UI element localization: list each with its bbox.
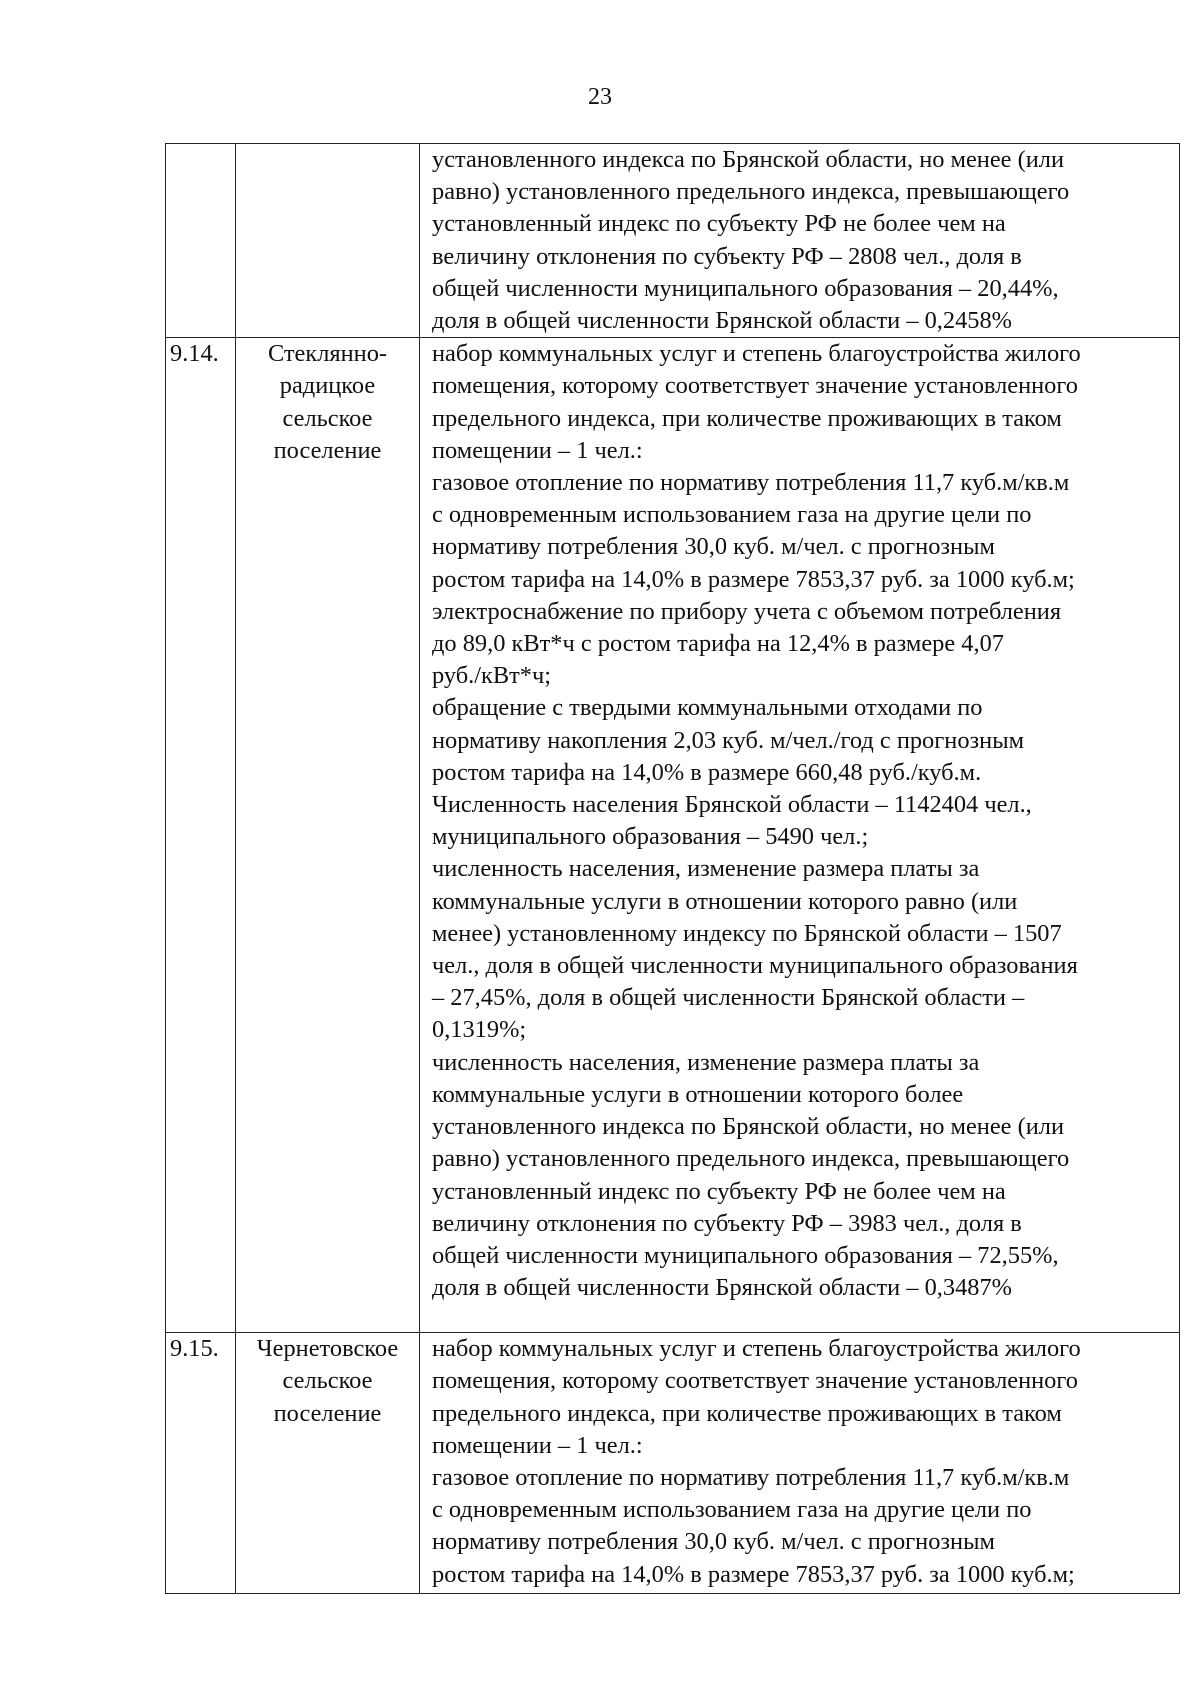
text-line: газовое отопление по нормативу потребления 11,7 куб.м/кв.м	[432, 1464, 1070, 1492]
name-line: Чернетовское	[256, 1335, 399, 1363]
text-line: помещении – 1 чел.:	[432, 436, 643, 464]
name-line: сельское	[282, 404, 373, 432]
text-line: установленный индекс по субъекту РФ не более чем на	[432, 210, 1006, 238]
text-line: равно) установленного предельного индекса, превышающего	[432, 1145, 1070, 1173]
text-line: общей численности муниципального образования – 72,55%,	[432, 1241, 1059, 1269]
text-line: помещения, которому соответствует значение установленного	[432, 372, 1078, 400]
tariff-table	[165, 143, 1180, 1594]
text-line: коммунальные услуги в отношении которого равно (или	[432, 887, 1018, 915]
text-line: величину отклонения по субъекту РФ – 3983 чел., доля в	[432, 1209, 1022, 1237]
text-line: менее) установленному индексу по Брянской области – 1507	[432, 919, 1062, 947]
name-line: поселение	[273, 1399, 382, 1427]
row-number-cell	[166, 144, 236, 338]
text-line: электроснабжение по прибору учета с объемом потребления	[432, 597, 1062, 625]
description-cell	[420, 1333, 1180, 1594]
text-line: 0,1319%;	[432, 1016, 527, 1044]
text-line: газовое отопление по нормативу потребления 11,7 куб.м/кв.м	[432, 469, 1070, 497]
text-line: помещении – 1 чел.:	[432, 1431, 643, 1459]
text-line: численность населения, изменение размера платы за	[432, 855, 980, 883]
description-cell	[420, 144, 1180, 338]
text-line: до 89,0 кВт*ч с ростом тарифа на 12,4% в размере 4,07	[432, 630, 1004, 658]
municipality-name-cell	[236, 338, 420, 1333]
text-line: предельного индекса, при количестве проживающих в таком	[432, 1399, 1062, 1427]
text-line: ростом тарифа на 14,0% в размере 660,48 руб./куб.м.	[432, 758, 982, 786]
text-line: набор коммунальных услуг и степень благоустройства жилого	[432, 340, 1081, 368]
text-line: равно) установленного предельного индекса, превышающего	[432, 178, 1070, 206]
text-line: нормативу потребления 30,0 куб. м/чел. с прогнозным	[432, 533, 995, 561]
municipality-name-cell	[236, 144, 420, 338]
text-line: общей численности муниципального образования – 20,44%,	[432, 274, 1059, 302]
row-number-cell: 9.15.	[166, 1333, 236, 1594]
text-line: установленного индекса по Брянской области, но менее (или	[432, 1113, 1064, 1141]
table-row-9-14	[166, 338, 1180, 1333]
name-line: сельское	[282, 1367, 373, 1395]
text-line: руб./кВт*ч;	[432, 662, 552, 690]
text-line: с одновременным использованием газа на другие цели по	[432, 501, 1032, 529]
name-line: поселение	[273, 436, 382, 464]
text-line: установленный индекс по субъекту РФ не более чем на	[432, 1177, 1006, 1205]
row-number-cell: 9.14.	[166, 338, 236, 1333]
text-line: с одновременным использованием газа на другие цели по	[432, 1496, 1032, 1524]
text-line: помещения, которому соответствует значение установленного	[432, 1367, 1078, 1395]
name-line: радицкое	[279, 372, 376, 400]
text-line: предельного индекса, при количестве проживающих в таком	[432, 404, 1062, 432]
text-line: набор коммунальных услуг и степень благоустройства жилого	[432, 1335, 1081, 1363]
text-line: ростом тарифа на 14,0% в размере 7853,37 руб. за 1000 куб.м;	[432, 1560, 1075, 1588]
table-row-9-15	[166, 1333, 1180, 1594]
text-line: – 27,45%, доля в общей численности Брянской области –	[432, 984, 1025, 1012]
text-line: установленного индекса по Брянской области, но менее (или	[432, 146, 1064, 173]
text-line: нормативу накопления 2,03 куб. м/чел./год с прогнозным	[432, 726, 1025, 754]
text-line: Численность населения Брянской области – 1142404 чел.,	[432, 791, 1032, 819]
text-line: муниципального образования – 5490 чел.;	[432, 823, 869, 851]
page-number: 23	[588, 84, 612, 110]
text-line: ростом тарифа на 14,0% в размере 7853,37 руб. за 1000 куб.м;	[432, 565, 1075, 593]
text-line: доля в общей численности Брянской области – 0,3487%	[432, 1274, 1013, 1302]
text-line: численность населения, изменение размера платы за	[432, 1048, 980, 1076]
text-line: обращение с твердыми коммунальными отходами по	[432, 694, 983, 722]
table-row-continuation	[166, 144, 1180, 338]
text-line: чел., доля в общей численности муниципального образования	[432, 952, 1078, 980]
text-line: величину отклонения по субъекту РФ – 2808 чел., доля в	[432, 242, 1022, 270]
municipality-name-cell	[236, 1333, 420, 1594]
text-line: коммунальные услуги в отношении которого более	[432, 1080, 964, 1108]
text-line: нормативу потребления 30,0 куб. м/чел. с прогнозным	[432, 1528, 995, 1556]
text-line: доля в общей численности Брянской области – 0,2458%	[432, 307, 1013, 335]
description-cell	[420, 338, 1180, 1333]
name-line: Стеклянно-	[267, 340, 388, 368]
